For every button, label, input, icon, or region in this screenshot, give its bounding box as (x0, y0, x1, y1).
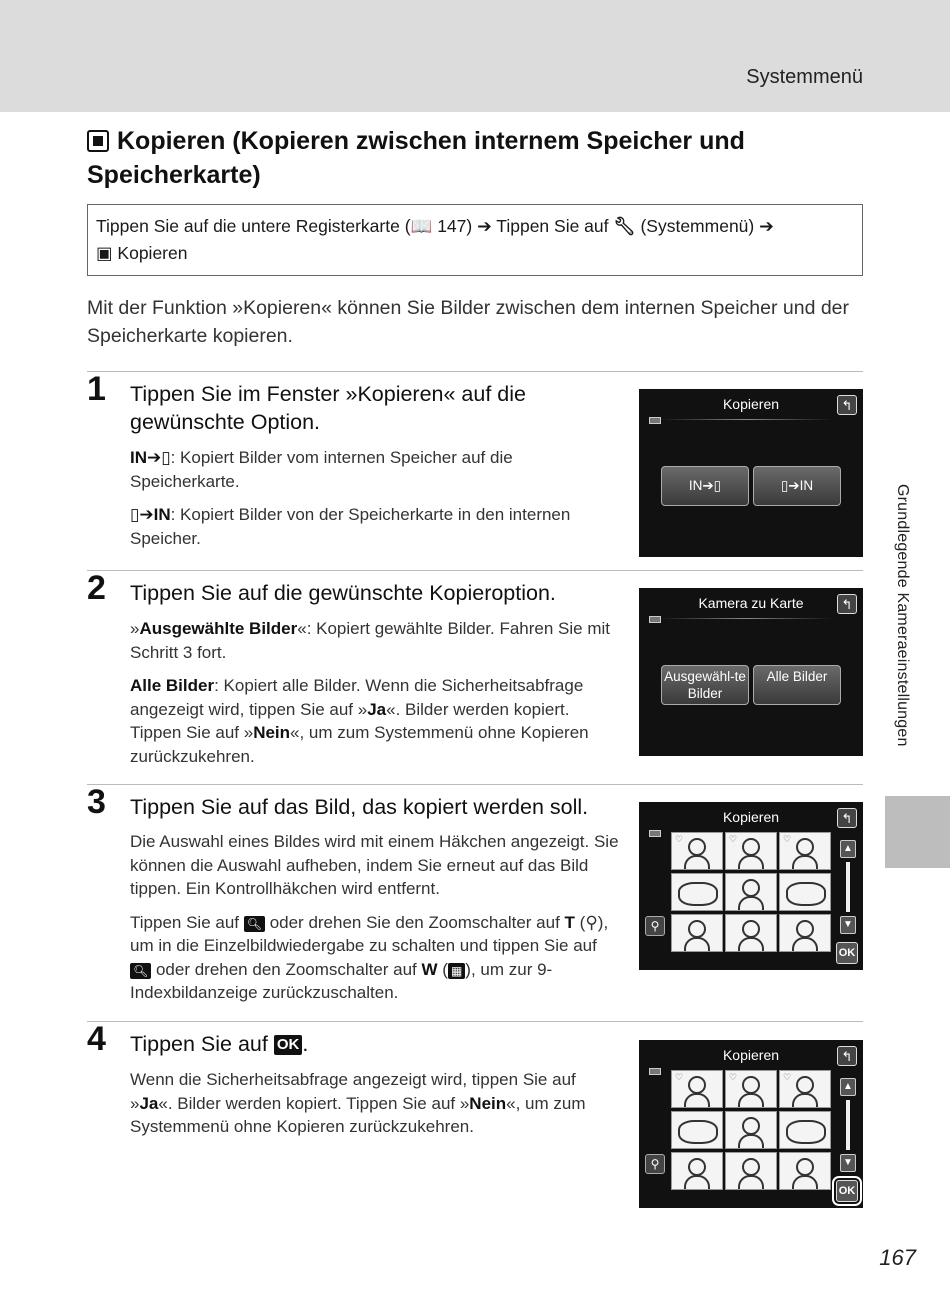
ok-icon: OK (274, 1035, 303, 1055)
option-icon: ▯➔IN (130, 505, 171, 524)
thumbnail-image[interactable] (725, 832, 777, 870)
nav-text-4: Kopieren (117, 243, 188, 263)
step-number: 2 (87, 569, 106, 607)
chapter-label: Grundlegende Kameraeinstellungen (894, 484, 911, 747)
text: ( (437, 959, 448, 979)
text: : Kopiert alle Bilder. Wenn die Sicherheitsabfrage angezeigt wird, tippen Sie auf » (130, 676, 584, 719)
screen-title: Kopieren (722, 396, 780, 412)
thumbnail-image[interactable] (725, 1111, 777, 1149)
text: ), um in die Einzelbildwiedergabe zu schalten und tippen Sie auf (130, 912, 609, 955)
scrollbar[interactable] (846, 862, 850, 912)
back-icon[interactable]: ↰ (837, 1046, 857, 1066)
thumbnail-image[interactable] (671, 1152, 723, 1190)
step-body (130, 617, 620, 778)
text: » (130, 619, 140, 638)
bold-term: Nein (253, 723, 291, 742)
step-title: Tippen Sie auf das Bild, das kopiert werden soll. (130, 795, 589, 819)
title-underline (659, 618, 833, 619)
text: «. Bilder werden kopiert. Tippen Sie auf » (130, 699, 570, 742)
nav-text-3: (Systemmenü) ➔ (635, 216, 774, 236)
heart-icon: ♡ (675, 1072, 684, 1082)
chapter-tab (885, 796, 950, 868)
divider (87, 1021, 863, 1022)
nav-text-2: ) ➔ Tippen Sie auf (466, 216, 614, 236)
bold-term: Alle Bilder (130, 676, 215, 695)
battery-icon (649, 830, 661, 837)
page-title (87, 124, 867, 192)
thumbnail-image[interactable] (779, 873, 831, 911)
thumbnail-image[interactable] (779, 1070, 831, 1108)
text: «, um zum Systemmenü ohne Kopieren zurückzukehren. (130, 1093, 586, 1136)
screen-title: Kamera zu Karte (698, 595, 804, 611)
text: Die Auswahl eines Bildes wird mit einem Häkchen angezeigt. Sie können die Auswahl aufheben, indem Sie erneut auf das Bild tippen. Ein Kontrollhäkchen wird entfernt. (130, 832, 619, 898)
copy-to-internal-button[interactable]: ▯➔IN (753, 466, 841, 506)
text: Wenn die Sicherheitsabfrage angezeigt wird, tippen Sie auf » (130, 1070, 576, 1113)
thumbnail-image[interactable] (671, 1111, 723, 1149)
intro-text: Mit der Funktion »Kopieren« können Sie Bilder zwischen dem internen Speicher und der Speicherkarte kopieren. (87, 297, 850, 347)
thumbnail-image[interactable] (779, 914, 831, 952)
camera-screen-copy (639, 389, 863, 557)
back-icon[interactable]: ↰ (837, 395, 857, 415)
zoom-in-icon: 🔍︎ (244, 916, 265, 932)
step-body (130, 830, 620, 1015)
heart-icon: ♡ (729, 834, 738, 844)
thumbnail-image[interactable] (779, 832, 831, 870)
screen-title: Kopieren (722, 809, 780, 825)
text: Tippen Sie auf (130, 1032, 274, 1056)
magnify-icon: ⚲ (585, 912, 598, 932)
step-body (130, 446, 620, 560)
thumbnail-image[interactable] (671, 914, 723, 952)
text: oder drehen Sie den Zoomschalter auf (264, 912, 565, 932)
thumbnail-image[interactable] (779, 1152, 831, 1190)
back-icon[interactable]: ↰ (837, 808, 857, 828)
text: ), um zur 9-Indexbildanzeige zurückzuschalten. (130, 959, 553, 1002)
divider (87, 371, 863, 372)
scroll-up-icon[interactable]: ▲ (840, 1078, 856, 1096)
battery-icon (649, 417, 661, 424)
thumbnail-image[interactable] (725, 873, 777, 911)
text: «, um zum Systemmenü ohne Kopieren zurückzukehren. (130, 723, 589, 766)
copy-icon (87, 130, 109, 152)
step-title (130, 1030, 610, 1058)
page-number: 167 (879, 1245, 916, 1270)
bold-term: Ja (139, 1093, 159, 1113)
heart-icon: ♡ (783, 1072, 792, 1082)
step-body (130, 1068, 620, 1149)
title-underline (659, 419, 833, 420)
camera-screen-camera-to-card (639, 588, 863, 756)
battery-icon (649, 616, 661, 623)
thumbnail-image[interactable] (779, 1111, 831, 1149)
thumbnail-image[interactable] (725, 1152, 777, 1190)
divider (87, 784, 863, 785)
screen-title: Kopieren (722, 1047, 780, 1063)
bold-term: Ausgewählte Bilder (139, 619, 298, 638)
bold-term: W (421, 959, 438, 979)
zoom-icon[interactable]: ⚲ (645, 916, 665, 936)
header-band (0, 0, 950, 112)
bold-term: Ja (367, 699, 387, 719)
heart-icon: ♡ (729, 1072, 738, 1082)
battery-icon (649, 1068, 661, 1075)
heart-icon: ♡ (675, 834, 684, 844)
zoom-icon[interactable]: ⚲ (645, 1154, 665, 1174)
text: «. Bilder werden kopiert. Tippen Sie auf » (158, 1093, 470, 1113)
thumbnail-icon: ▦ (448, 963, 465, 979)
navigation-path (87, 204, 863, 276)
step-number: 4 (87, 1020, 106, 1058)
copy-icon: ▣ (96, 244, 113, 264)
page-title-text: Kopieren (Kopieren zwischen internem Speicher und Speicherkarte) (87, 127, 745, 189)
divider (87, 570, 863, 571)
copy-to-card-button[interactable]: IN➔▯ (661, 466, 749, 506)
section-label: Systemmenü (746, 66, 863, 88)
scroll-up-icon[interactable]: ▲ (840, 840, 856, 858)
bold-term: Nein (469, 1093, 507, 1113)
scroll-down-icon[interactable]: ▼ (840, 1154, 856, 1172)
camera-screen-select-image (639, 802, 863, 970)
bold-term: T (564, 912, 575, 932)
thumbnail-image[interactable] (725, 1070, 777, 1108)
wrench-icon: 🔧︎ (613, 217, 636, 237)
thumbnail-image[interactable] (671, 873, 723, 911)
ok-button[interactable]: OK (836, 1180, 858, 1202)
heart-icon: ♡ (783, 834, 792, 844)
option-desc: : Kopiert Bilder vom internen Speicher auf die Speicherkarte. (130, 448, 513, 491)
all-images-button[interactable]: Alle Bilder (753, 665, 841, 705)
step-title: Tippen Sie auf die gewünschte Kopieroption. (130, 581, 556, 605)
scroll-down-icon[interactable]: ▼ (840, 916, 856, 934)
step-number: 3 (87, 783, 106, 821)
text: . (302, 1032, 309, 1056)
text: oder drehen den Zoomschalter auf (151, 959, 422, 979)
scrollbar[interactable] (846, 1100, 850, 1150)
nav-text-1: Tippen Sie auf die untere Registerkarte ( (96, 216, 411, 236)
selected-images-button[interactable]: Ausgewähl-te Bilder (661, 665, 749, 705)
option-icon: IN➔▯ (130, 448, 171, 467)
text: ( (574, 912, 586, 932)
thumbnail-image[interactable] (671, 832, 723, 870)
thumbnail-image[interactable] (725, 914, 777, 952)
book-icon: 📖 (410, 217, 433, 237)
back-icon[interactable]: ↰ (837, 594, 857, 614)
text: Tippen Sie auf (130, 912, 244, 932)
text: «: Kopiert gewählte Bilder. Fahren Sie mit Schritt 3 fort. (130, 619, 611, 662)
thumbnail-image[interactable] (671, 1070, 723, 1108)
zoom-in-icon: 🔍︎ (130, 963, 151, 979)
option-desc: : Kopiert Bilder von der Speicherkarte in den internen Speicher. (130, 505, 571, 548)
nav-ref: 147 (437, 216, 467, 236)
camera-screen-confirm (639, 1040, 863, 1208)
ok-button[interactable]: OK (836, 942, 858, 964)
step-title: Tippen Sie im Fenster »Kopieren« auf die gewünschte Option. (130, 382, 526, 434)
step-number: 1 (87, 370, 106, 408)
